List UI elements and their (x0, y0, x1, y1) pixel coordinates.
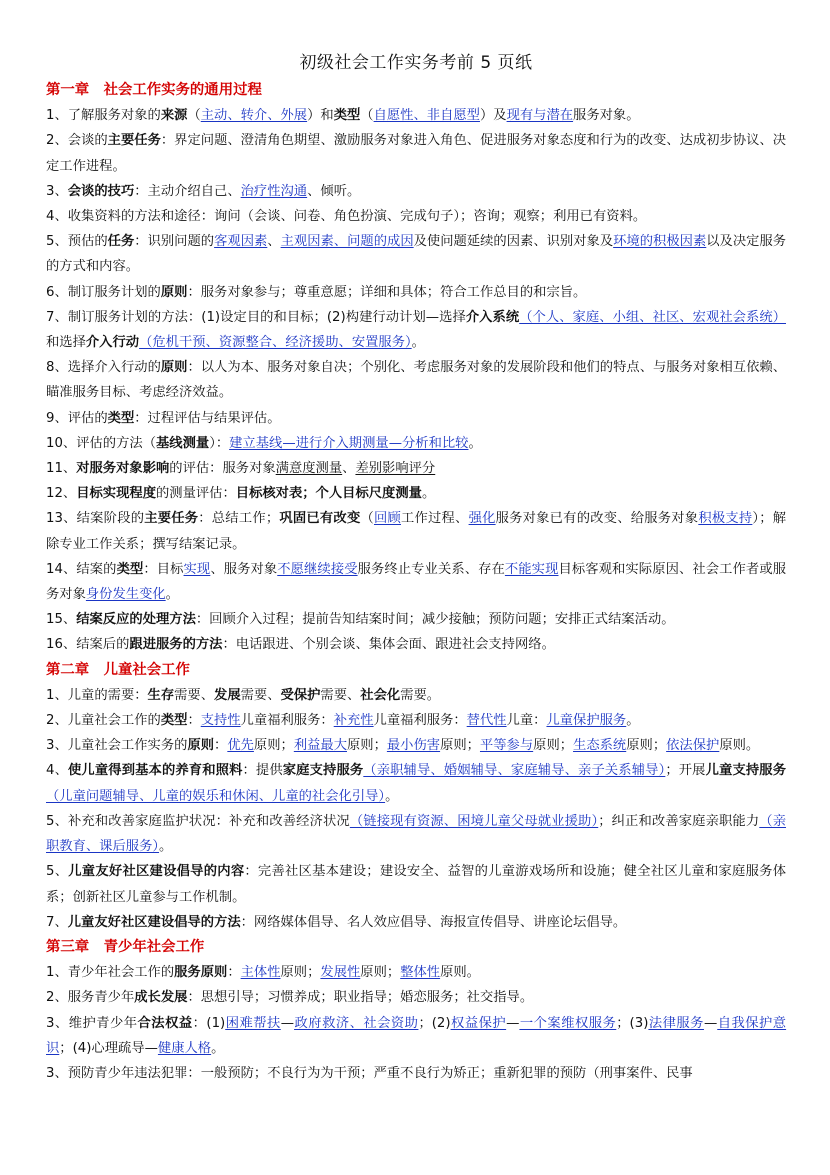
text-run: 2、儿童社会工作的 (46, 713, 161, 729)
text-run: 的测量评估： (156, 486, 236, 502)
text-run: 10、评估的方法（ (46, 435, 156, 451)
underlined-keyword: 治疗性沟通 (240, 183, 308, 199)
underlined-keyword: （个人、家庭、小组、社区、宏观社会系统） (519, 309, 786, 325)
text-run: 需要、 (240, 687, 281, 703)
text-run: 15、 (46, 612, 77, 628)
text-run: 16、结案后的 (46, 637, 130, 653)
list-item (46, 985, 786, 1010)
bold-term: 儿童友好社区建设倡导的方法 (67, 914, 241, 930)
text-run: 2、会谈的 (46, 133, 108, 149)
text-run: 及使问题延续的因素、识别对象及 (413, 234, 614, 250)
text-run: 、 (267, 234, 281, 250)
text-run: 3、预防青少年违法犯罪：一般预防；不良行为为干预；严重不良行为矫正；重新犯罪的预防（刑事案件、民事 (46, 1065, 693, 1081)
bold-term: 原则 (160, 360, 188, 376)
text-run: ：完善社区基本建设；建设安全、益智的儿童游戏场所和设施；健全社区儿童和家庭服务体系；创新社区儿童参与工作机制。 (46, 864, 786, 905)
underlined-keyword: 整体性 (400, 965, 441, 981)
list-item (46, 1061, 786, 1086)
underlined-keyword: 主体性 (240, 965, 281, 981)
text-run: ：以人为本、服务对象自决；个别化、考虑服务对象的发展阶段和他们的特点、与服务对象相互依赖、瞄准服务目标、考虑经济效益。 (46, 360, 787, 401)
text-run: 儿童： (506, 713, 547, 729)
list-item (46, 456, 786, 481)
underlined-keyword: 客观因素 (214, 234, 268, 250)
bold-term: 目标核对表；个人目标尺度测量 (235, 486, 422, 502)
bold-term: 介入行动 (85, 335, 140, 351)
underlined-keyword: 困难帮扶 (225, 1015, 281, 1031)
text-run: 。 (411, 335, 425, 351)
list-item (46, 506, 786, 556)
bold-term: 介入系统 (465, 309, 520, 325)
list-item (46, 229, 786, 279)
text-run: 原则。 (440, 965, 480, 981)
underlined-keyword: （危机干预、资源整合、经济援助、安置服务） (139, 335, 412, 351)
text-run: 3、维护青少年 (46, 1015, 138, 1031)
text-run: 12、 (46, 486, 77, 502)
text-run: ：总结工作； (198, 511, 280, 527)
bold-term: 结案反应的处理方法 (76, 612, 196, 628)
list-item (46, 431, 786, 456)
text-run: 。 (626, 713, 640, 729)
text-run: 6、制订服务计划的 (46, 284, 161, 300)
text-run: ：网络媒体倡导、名人效应倡导、海报宣传倡导、讲座论坛倡导。 (240, 914, 627, 930)
underlined-keyword: 健康人格 (157, 1040, 212, 1056)
text-run: 工作过程、 (401, 511, 469, 527)
list-item (46, 305, 786, 355)
text-run: 4、 (46, 763, 69, 779)
text-run: 11、 (46, 461, 77, 477)
text-run: ；(2) (418, 1015, 451, 1031)
text-run: ；(3) (616, 1015, 649, 1031)
underlined-keyword: 权益保护 (450, 1015, 507, 1031)
bold-term: 主要任务 (107, 133, 161, 149)
chapter-heading: 第一章 社会工作实务的通用过程 (46, 82, 262, 98)
text-run: 3、儿童社会工作实务的 (46, 738, 188, 754)
underlined-keyword: 自我保护意识 (46, 1015, 787, 1056)
bold-term: 跟进服务的方法 (129, 637, 223, 653)
text-run: 、倾听。 (307, 183, 361, 199)
underlined-keyword: 替代性 (466, 713, 507, 729)
bold-term: 对服务对象影响 (76, 461, 170, 477)
text-run: 8、选择介入行动的 (46, 360, 161, 376)
text-run: 。 (468, 435, 482, 451)
list-item (46, 809, 786, 859)
underlined-keyword: 一个案维权服务 (519, 1015, 617, 1031)
text-run: 以及决定服务的方式和内容。 (46, 234, 787, 275)
text-run: 13、结案阶段的 (46, 511, 145, 527)
underlined-keyword: 环境的积极因素 (613, 234, 707, 250)
underlined-keyword: 补充性 (333, 713, 374, 729)
text-run: ：提供 (242, 763, 283, 779)
text-run: 原则； (280, 965, 321, 981)
text-run: 。 (211, 1040, 225, 1056)
text-run: 、 (342, 461, 356, 477)
text-run: 和选择 (46, 335, 86, 351)
underlined-keyword: 自愿性、非自愿型 (373, 108, 480, 124)
underlined-keyword: 利益最大 (293, 738, 347, 754)
text-run: （ (360, 511, 374, 527)
underlined-keyword: 政府救济、社会资助 (294, 1015, 419, 1031)
text-run: ：电话跟进、个别会谈、集体会面、跟进社会支持网络。 (222, 637, 555, 653)
text-run: 5、 (46, 864, 69, 880)
bold-term: 目标实现程度 (76, 486, 156, 502)
text-run: ：目标 (143, 561, 184, 577)
bold-term: 类型 (116, 561, 144, 577)
underlined-keyword: 支持性 (200, 713, 241, 729)
list-item (46, 960, 786, 985)
bold-term: 原则 (160, 284, 188, 300)
text-run: ）： (209, 435, 230, 451)
underlined-keyword: 不愿继续接受 (277, 561, 358, 577)
underlined-keyword: （链接现有资源、困境儿童父母就业援助） (349, 813, 599, 829)
list-item (46, 708, 786, 733)
chapter-heading: 第二章 儿童社会工作 (46, 661, 190, 678)
underlined-keyword: 依法保护 (666, 738, 720, 754)
text-run: ：主动介绍自己、 (134, 183, 241, 199)
list-item (46, 355, 786, 405)
text-run: 原则； (533, 738, 574, 754)
underlined-term: 满意度测量 (275, 461, 343, 477)
text-run: 1、了解服务对象的 (46, 108, 161, 124)
text-run: 原则。 (719, 738, 760, 754)
underlined-keyword: 优先 (227, 738, 254, 754)
text-run: 。 (421, 486, 436, 502)
text-run: 原则； (253, 738, 294, 754)
list-item (46, 683, 786, 708)
text-run: 1、儿童的需要： (46, 687, 148, 703)
list-item (46, 557, 786, 607)
list-item (46, 204, 786, 229)
text-run: 、服务对象 (210, 561, 278, 577)
list-item (46, 406, 786, 431)
bold-term: 成长发展 (134, 990, 188, 1006)
underlined-keyword: 法律服务 (648, 1015, 704, 1031)
text-run: ：识别问题的 (134, 234, 215, 250)
text-run: 原则； (440, 738, 480, 754)
bold-term: 发展 (214, 687, 241, 703)
underlined-keyword: 发展性 (320, 965, 361, 981)
text-run: — (280, 1015, 295, 1031)
underlined-keyword: 主观因素、问题的成因 (280, 234, 414, 250)
bold-term: 使儿童得到基本的养育和照料 (68, 763, 243, 779)
list-item (46, 481, 786, 506)
bold-term: 家庭支持服务 (282, 763, 364, 779)
text-run: ）和 (307, 108, 334, 124)
underlined-keyword: 主动、转介、外展 (200, 108, 308, 124)
bold-term: 任务 (107, 234, 135, 250)
text-run: — (703, 1015, 718, 1031)
underlined-keyword: （亲职辅导、婚姻辅导、家庭辅导、亲子关系辅导） (363, 763, 666, 779)
list-item (46, 128, 786, 178)
underlined-keyword: 建立基线—进行介入期测量—分析和比较 (229, 435, 469, 451)
text-run: ；开展 (665, 763, 706, 779)
text-run: 儿童福利服务： (373, 713, 467, 729)
bold-term: 主要任务 (144, 511, 199, 527)
text-run: ：服务对象参与；尊重意愿；详细和具体；符合工作总目的和宗旨。 (187, 284, 587, 300)
text-run: — (506, 1015, 520, 1031)
list-item (46, 280, 786, 305)
underlined-keyword: 最小伤害 (386, 738, 441, 754)
text-run: ；纠正和改善家庭亲职能力 (598, 813, 760, 829)
underlined-keyword: 身份发生变化 (85, 587, 166, 603)
list-item (46, 607, 786, 632)
list-item (46, 179, 786, 204)
underlined-keyword: 平等参与 (479, 738, 534, 754)
bold-term: 受保护 (280, 687, 321, 703)
bold-term: 基线测量 (156, 435, 210, 451)
text-run: 的评估：服务对象 (169, 461, 276, 477)
text-run: 儿童福利服务： (240, 713, 334, 729)
bold-term: 来源 (160, 108, 188, 124)
underlined-keyword: 现有与潜在 (506, 108, 574, 124)
text-run: 7、制订服务计划的方法：(1)设定目的和目标；(2)构建行动计划—选择 (46, 309, 466, 325)
text-run: 2、服务青少年 (46, 990, 135, 1006)
text-run: ： (187, 713, 201, 729)
list-item (46, 910, 786, 935)
text-run: 需要。 (400, 687, 441, 703)
text-run: 原则； (626, 738, 667, 754)
text-run: 需要、 (174, 687, 215, 703)
bold-term: 原则 (187, 738, 215, 754)
text-run: ：思想引导；习惯养成；职业指导；婚恋服务；社交指导。 (187, 990, 534, 1006)
underlined-keyword: （儿童问题辅导、儿童的娱乐和休闲、儿童的社会化引导） (46, 788, 386, 804)
text-run: 1、青少年社会工作的 (46, 965, 175, 981)
text-run: 5、预估的 (46, 234, 108, 250)
text-run: （ (360, 108, 374, 124)
list-item (46, 632, 786, 657)
text-run: ： (214, 738, 228, 754)
text-run: ）；解除专业工作关系；撰写结案记录。 (46, 511, 787, 552)
bold-term: 类型 (107, 410, 135, 426)
text-run: 服务对象已有的改变、给服务对象 (495, 511, 699, 527)
text-run: ：界定问题、澄清角色期望、激励服务对象进入角色、促进服务对象态度和行为的改变、达成初步协议、决定工作进程。 (46, 133, 786, 174)
underlined-keyword: 实现 (183, 561, 211, 577)
underlined-keyword: 不能实现 (504, 561, 559, 577)
bold-term: 类型 (333, 108, 361, 124)
underlined-keyword: （亲职教育、课后服务） (46, 813, 786, 855)
text-run: ：过程评估与结果评估。 (134, 410, 281, 426)
text-run: 原则； (360, 965, 401, 981)
text-run: （ (187, 108, 201, 124)
text-run: 4、收集资料的方法和途径：询问（会谈、问卷、角色扮演、完成句子）；咨询；观察；利用已有资料。 (46, 209, 647, 225)
text-run: 3、 (46, 183, 68, 199)
list-item (46, 758, 786, 808)
text-run: 。 (159, 839, 173, 855)
bold-term: 巩固已有改变 (279, 511, 361, 527)
underlined-keyword: 强化 (468, 511, 496, 527)
document-body (46, 78, 786, 1086)
text-run: 7、 (46, 914, 68, 930)
bold-term: 会谈的技巧 (67, 183, 135, 199)
list-item (46, 103, 786, 128)
list-item (46, 733, 786, 758)
text-run: ）及 (479, 108, 507, 124)
bold-term: 合法权益 (137, 1015, 193, 1031)
text-run: 原则； (347, 738, 387, 754)
text-run: ；(4)心理疏导— (59, 1040, 158, 1056)
underlined-keyword: 回顾 (373, 511, 401, 527)
bold-term: 儿童支持服务 (705, 763, 787, 779)
text-run: 目标客观和实际原因、社会工作者或服务对象 (46, 561, 787, 603)
list-item (46, 859, 786, 909)
chapter-heading: 第三章 青少年社会工作 (46, 938, 205, 955)
bold-term: 儿童友好社区建设倡导的内容 (68, 864, 245, 880)
underlined-keyword: 儿童保护服务 (546, 713, 627, 729)
text-run: 14、结案的 (46, 561, 117, 577)
bold-term: 服务原则 (174, 965, 228, 981)
text-run: 需要、 (320, 687, 361, 703)
text-run: 5、补充和改善家庭监护状况：补充和改善经济状况 (46, 813, 350, 829)
text-run: 服务终止专业关系、存在 (357, 561, 505, 577)
text-run: 服务对象。 (573, 108, 640, 124)
underlined-term: 差别影响评分 (355, 461, 436, 477)
text-run: ：回顾介入过程；提前告知结案时间；减少接触；预防问题；安排正式结案活动。 (195, 612, 675, 628)
text-run: 。 (165, 587, 179, 603)
underlined-keyword: 生态系统 (573, 738, 627, 754)
bold-term: 社会化 (360, 687, 401, 703)
bold-term: 生存 (147, 687, 175, 703)
text-run: 。 (385, 788, 399, 804)
text-run: ： (227, 965, 241, 981)
page-title: 初级社会工作实务考前 5 页纸 (299, 53, 533, 73)
underlined-keyword: 积极支持 (698, 511, 753, 527)
bold-term: 类型 (160, 713, 188, 729)
text-run: 9、评估的 (46, 410, 108, 426)
text-run: ：(1) (192, 1015, 226, 1031)
list-item (46, 1011, 786, 1061)
